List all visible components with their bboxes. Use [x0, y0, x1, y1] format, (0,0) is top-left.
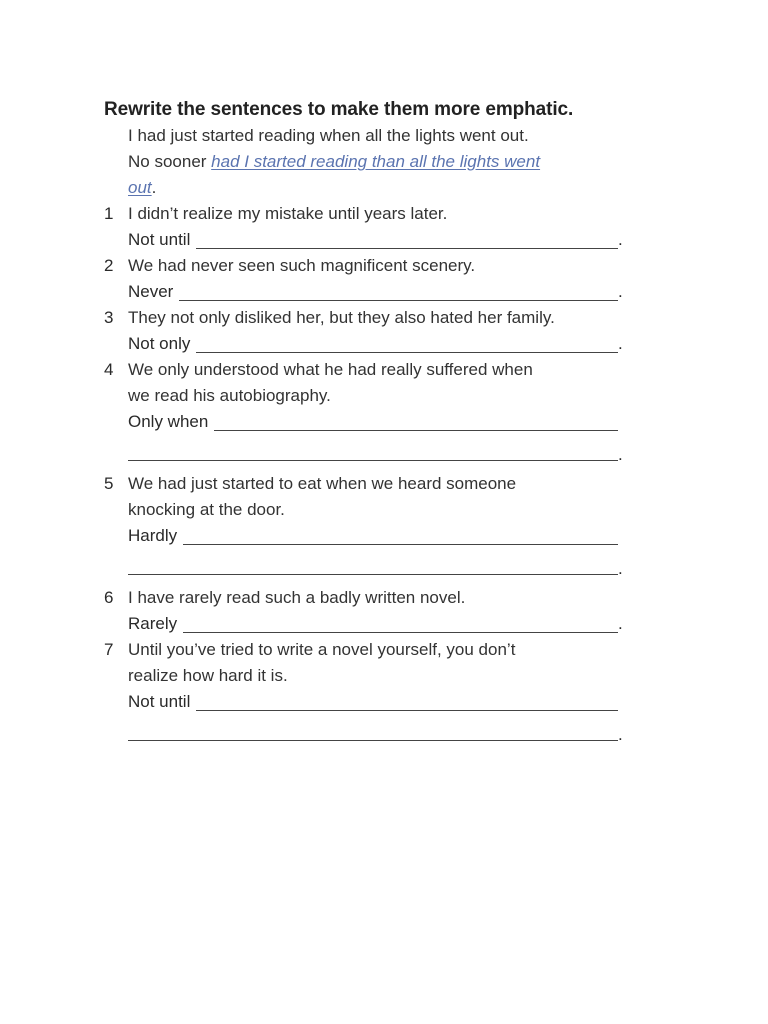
- example: [104, 123, 624, 201]
- answer-row-continued: [128, 553, 624, 579]
- example-answer: had I started reading than all the lights went: [211, 152, 541, 171]
- answer-row: [128, 227, 624, 253]
- item-sentence: We had just started to eat when we heard someone: [128, 474, 517, 493]
- example-answer-line: [128, 149, 624, 175]
- example-starter: No sooner: [128, 152, 207, 171]
- period: .: [618, 230, 623, 249]
- item-sentence: I have rarely read such a badly written novel.: [128, 588, 466, 607]
- answer-blank-continued[interactable]: [128, 441, 618, 461]
- worksheet-title: Rewrite the sentences to make them more emphatic.: [104, 99, 574, 120]
- example-answer-line-2: [128, 175, 624, 201]
- answer-row: [128, 689, 624, 715]
- exercise-item: [104, 471, 624, 579]
- answer-row: [128, 409, 624, 435]
- item-number: 1: [104, 204, 114, 223]
- example-answer-continued: out: [128, 178, 152, 197]
- answer-blank[interactable]: [214, 411, 618, 431]
- answer-blank-continued[interactable]: [128, 721, 618, 741]
- item-starter: Never: [128, 282, 174, 301]
- answer-row: [128, 279, 624, 305]
- item-number: 6: [104, 588, 114, 607]
- worksheet: [104, 96, 624, 745]
- exercise-item: [104, 305, 624, 357]
- item-starter: Not until: [128, 230, 191, 249]
- item-sentence: We only understood what he had really suffered when: [128, 360, 533, 379]
- item-starter: Not only: [128, 334, 191, 353]
- item-starter: Hardly: [128, 526, 178, 545]
- item-sentence-continued: realize how hard it is.: [128, 666, 288, 685]
- item-sentence: Until you’ve tried to write a novel yourself, you don’t: [128, 640, 516, 659]
- answer-row: [128, 331, 624, 357]
- answer-blank[interactable]: [183, 613, 618, 633]
- answer-blank[interactable]: [196, 333, 618, 353]
- item-sentence-continued: we read his autobiography.: [128, 386, 331, 405]
- item-starter: Not until: [128, 692, 191, 711]
- exercise-item: [104, 637, 624, 745]
- item-sentence-continued: knocking at the door.: [128, 500, 285, 519]
- answer-row-continued: [128, 439, 624, 465]
- item-sentence: We had never seen such magnificent scenery.: [128, 256, 476, 275]
- item-starter: Rarely: [128, 614, 178, 633]
- answer-blank-continued[interactable]: [128, 555, 618, 575]
- answer-blank[interactable]: [196, 229, 618, 249]
- period: .: [618, 725, 623, 744]
- answer-row: [128, 523, 624, 549]
- answer-row-continued: [128, 719, 624, 745]
- example-sentence: I had just started reading when all the lights went out.: [128, 126, 529, 145]
- period: .: [618, 334, 623, 353]
- answer-blank[interactable]: [183, 525, 618, 545]
- period: .: [618, 445, 623, 464]
- answer-blank[interactable]: [179, 281, 618, 301]
- item-number: 3: [104, 308, 114, 327]
- exercise-item: [104, 585, 624, 637]
- item-starter: Only when: [128, 412, 209, 431]
- exercise-item: [104, 357, 624, 465]
- item-sentence: They not only disliked her, but they also hated her family.: [128, 308, 555, 327]
- item-number: 4: [104, 360, 114, 379]
- period: .: [618, 559, 623, 578]
- period: .: [618, 614, 623, 633]
- example-period: .: [151, 178, 157, 197]
- answer-blank[interactable]: [196, 691, 618, 711]
- item-sentence: I didn’t realize my mistake until years later.: [128, 204, 448, 223]
- item-number: 7: [104, 640, 114, 659]
- item-number: 5: [104, 474, 114, 493]
- answer-row: [128, 611, 624, 637]
- exercise-item: [104, 201, 624, 253]
- period: .: [618, 282, 623, 301]
- item-number: 2: [104, 256, 114, 275]
- exercise-item: [104, 253, 624, 305]
